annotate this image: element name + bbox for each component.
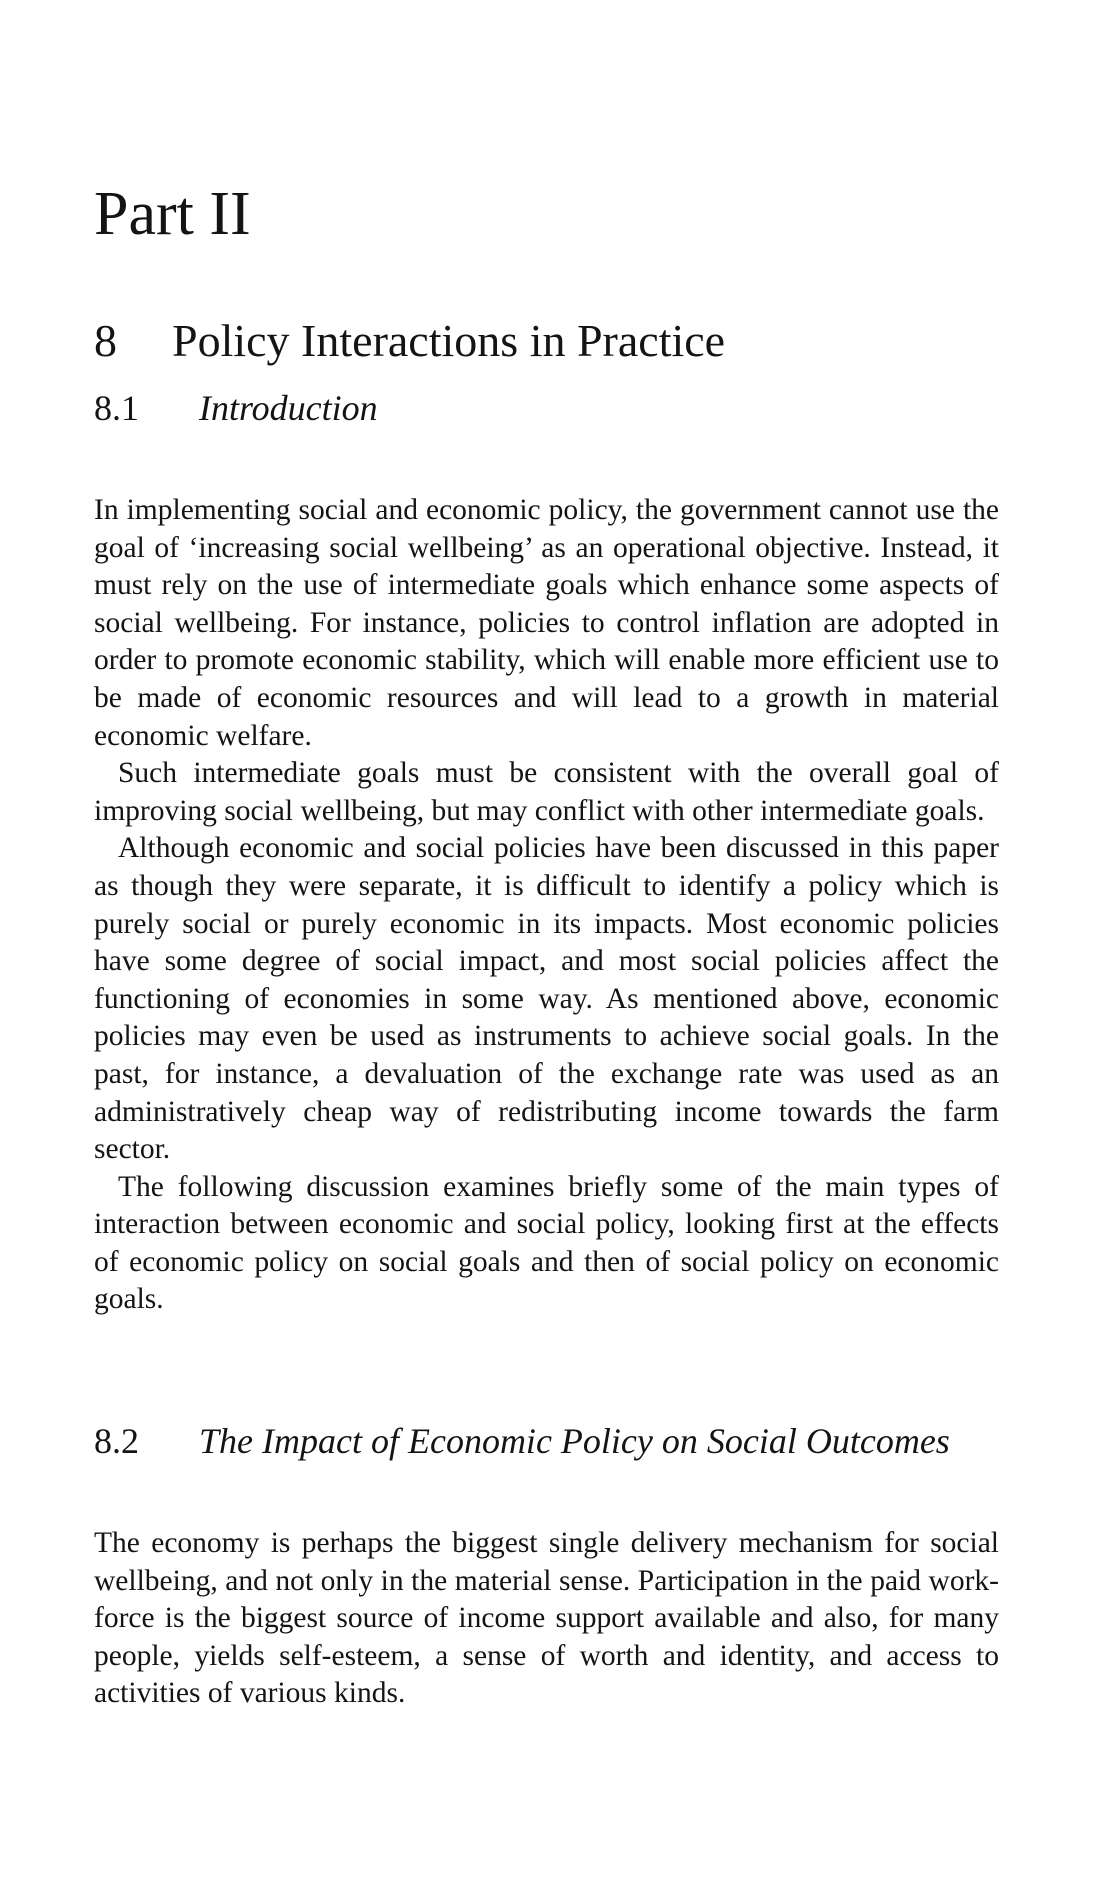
chapter-heading — [94, 315, 726, 366]
body-paragraph: The following discussion examines briefly some of the main types of interaction between economic and social policy, looking first at the effects of economic policy on social goals and then of social policy on economic goals. — [94, 1170, 999, 1316]
section-body-introduction — [94, 492, 999, 1319]
section-body-impact — [94, 1525, 999, 1713]
part-title: Part II — [94, 180, 251, 248]
body-paragraph: Although economic and social policies have been discussed in this paper as though they were separate, it is difficult to identify a policy which is purely social or purely economic in its impacts. Most economic policies have some degree of social impact, and most social policies affect the functioning of economies in some way. As mentioned above, economic policies may even be used as instruments to achieve social goals. In the past, for instance, a devaluation of the exchange rate was used as an administratively cheap way of redistributing income towards the farm sector. — [94, 832, 999, 1166]
chapter-number: 8 — [94, 315, 117, 366]
section-number: 8.2 — [94, 1421, 139, 1461]
section-heading-impact — [94, 1418, 999, 1464]
body-paragraph: Such intermediate goals must be consistent with the overall goal of improving social wellbeing, but may conflict with other intermediate goals. — [94, 757, 999, 827]
section-heading-introduction — [94, 385, 999, 431]
chapter-title: Policy Interactions in Practice — [172, 315, 726, 366]
body-paragraph: The economy is perhaps the biggest single delivery mechanism for social wellbeing, and not only in the material sense. Participation in the paid work-force is the biggest source of income support available and also, for many people, yields self-esteem, a sense of worth and identity, and access to activities of various kinds. — [94, 1527, 999, 1710]
body-paragraph: In implementing social and economic policy, the government cannot use the goal of ‘increasing social wellbeing’ as an operational objective. Instead, it must rely on the use of intermediate goals which enhance some aspects of social wellbeing. For instance, policies to control inflation are adopted in order to promote economic stability, which will enable more efficient use to be made of economic resources and will lead to a growth in material economic welfare. — [94, 494, 999, 752]
section-title: Introduction — [199, 388, 378, 428]
section-number: 8.1 — [94, 388, 139, 428]
section-title: The Impact of Economic Policy on Social Outcomes — [199, 1421, 950, 1461]
